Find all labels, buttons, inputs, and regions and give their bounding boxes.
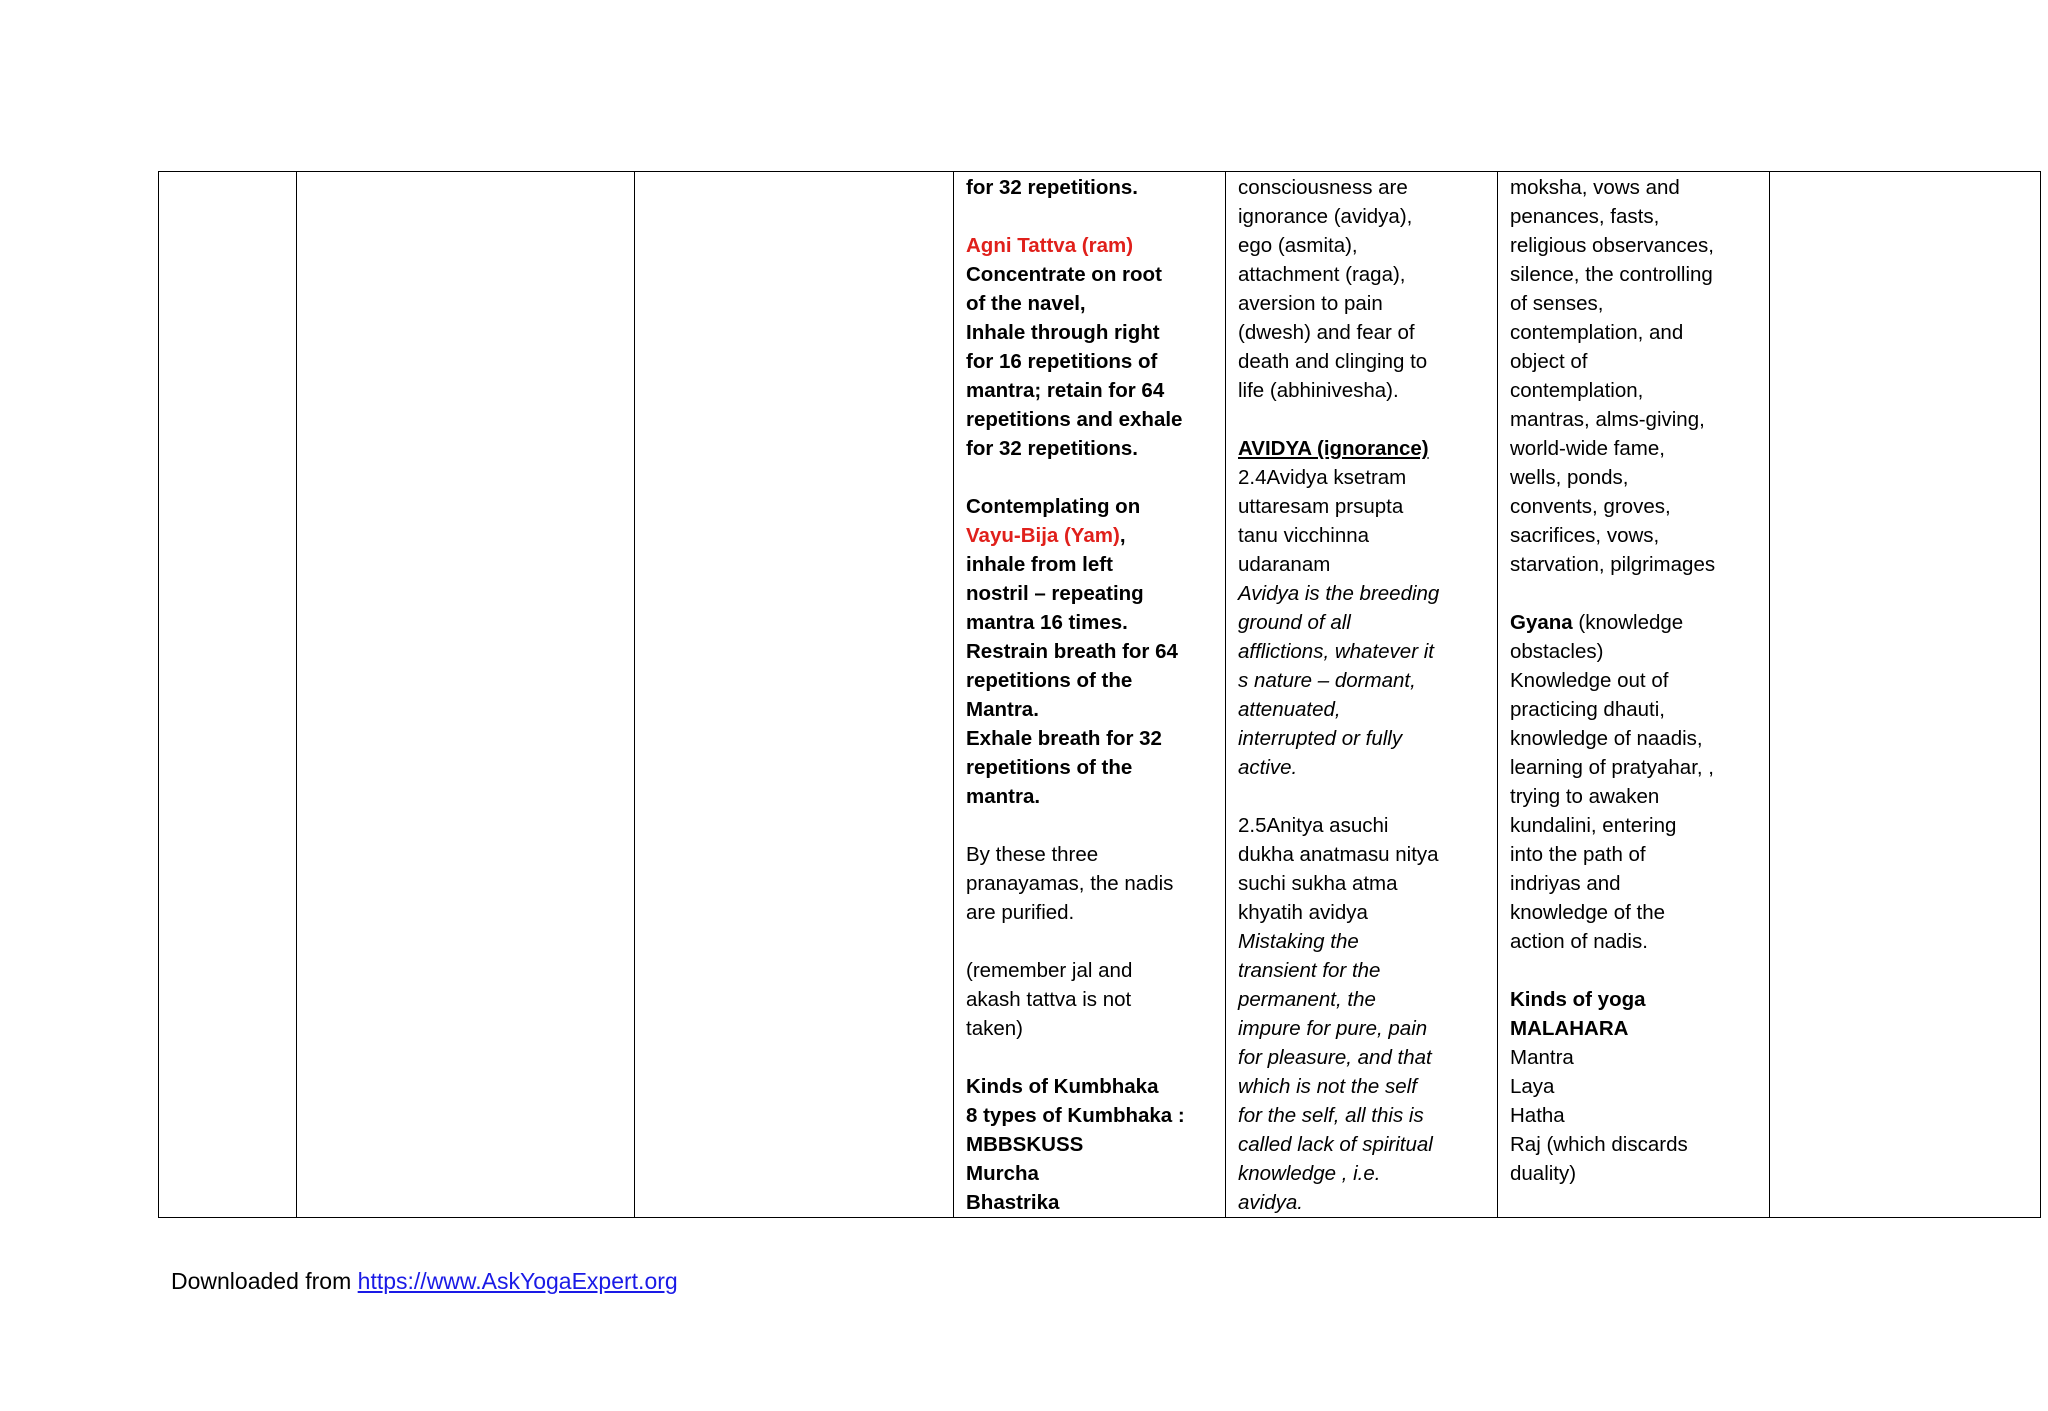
text-line: permanent, the — [1238, 988, 1376, 1011]
text-line: repetitions and exhale — [966, 408, 1183, 431]
text-line: for 32 repetitions. — [966, 176, 1139, 199]
gyana-heading: Gyana — [1510, 611, 1573, 634]
text-line: practicing dhauti, — [1510, 698, 1665, 721]
table-cell-col1 — [159, 172, 297, 1218]
download-footer — [171, 1266, 678, 1296]
text-line: (remember jal and — [966, 959, 1133, 982]
vayu-bija-heading: Vayu-Bija (Yam) — [966, 524, 1120, 547]
text-line: active. — [1238, 756, 1298, 779]
text-line: suchi sukha atma — [1238, 872, 1398, 895]
text-line: which is not the self — [1238, 1075, 1417, 1098]
text-line: convents, groves, — [1510, 495, 1671, 518]
kumbhaka-heading: Kinds of Kumbhaka — [966, 1075, 1159, 1098]
text-line: repetitions of the — [966, 756, 1133, 779]
footer-prefix: Downloaded from — [171, 1268, 358, 1294]
avidya-heading: AVIDYA (ignorance) — [1238, 437, 1429, 460]
text-line: of the navel, — [966, 292, 1086, 315]
text-line: called lack of spiritual — [1238, 1133, 1433, 1156]
text-line: action of nadis. — [1510, 930, 1648, 953]
text-line: contemplation, — [1510, 379, 1644, 402]
agni-tattva-heading: Agni Tattva (ram) — [966, 234, 1134, 257]
text-line: (dwesh) and fear of — [1238, 321, 1415, 344]
text-line: religious observances, — [1510, 234, 1714, 257]
text-line: of senses, — [1510, 292, 1604, 315]
text-line: Hatha — [1510, 1104, 1565, 1127]
text-line: aversion to pain — [1238, 292, 1383, 315]
text-line: Restrain breath for 64 — [966, 640, 1178, 663]
text-line: Avidya is the breeding — [1238, 582, 1440, 605]
text-line: knowledge of the — [1510, 901, 1666, 924]
text-line: dukha anatmasu nitya — [1238, 843, 1439, 866]
text-line: world-wide fame, — [1510, 437, 1665, 460]
text-line: sacrifices, vows, — [1510, 524, 1660, 547]
text-line: life (abhinivesha). — [1238, 379, 1399, 402]
text-line: afflictions, whatever it — [1238, 640, 1434, 663]
text-line: pranayamas, the nadis — [966, 872, 1174, 895]
text-line: silence, the controlling — [1510, 263, 1713, 286]
text-line: Mistaking the — [1238, 930, 1359, 953]
text-line: 8 types of Kumbhaka : — [966, 1104, 1185, 1127]
text-line: avidya. — [1238, 1191, 1303, 1214]
table-cell-col3 — [635, 172, 954, 1218]
text-fragment: (knowledge — [1572, 611, 1684, 634]
text-line: indriyas and — [1510, 872, 1621, 895]
text-line: repetitions of the — [966, 669, 1133, 692]
text-line: By these three — [966, 843, 1099, 866]
text-line: impure for pure, pain — [1238, 1017, 1428, 1040]
text-line: mantras, alms-giving, — [1510, 408, 1705, 431]
text-line: death and clinging to — [1238, 350, 1428, 373]
text-line: taken) — [966, 1017, 1023, 1040]
text-line: Contemplating on — [966, 495, 1141, 518]
text-line — [966, 521, 1213, 550]
text-line: 2.4Avidya ksetram — [1238, 466, 1407, 489]
text-line: inhale from left — [966, 553, 1113, 576]
text-line: for pleasure, and that — [1238, 1046, 1432, 1069]
text-line: penances, fasts, — [1510, 205, 1660, 228]
text-line: knowledge , i.e. — [1238, 1162, 1381, 1185]
text-line: udaranam — [1238, 553, 1331, 576]
text-line: starvation, pilgrimages — [1510, 553, 1716, 576]
text-line: consciousness are — [1238, 176, 1408, 199]
text-line: 2.5Anitya asuchi — [1238, 814, 1389, 837]
text-line: are purified. — [966, 901, 1075, 924]
text-line: kundalini, entering — [1510, 814, 1677, 837]
text-line: attachment (raga), — [1238, 263, 1406, 286]
text-line: mantra. — [966, 785, 1041, 808]
table-cell-kleshas — [1226, 172, 1498, 1218]
text-line: knowledge of naadis, — [1510, 727, 1703, 750]
text-line: s nature – dormant, — [1238, 669, 1416, 692]
table-cell-obstacles — [1498, 172, 1770, 1218]
text-line: MALAHARA — [1510, 1017, 1629, 1040]
table-cell-pranayama — [954, 172, 1226, 1218]
table-row — [159, 172, 2041, 1218]
text-line: obstacles) — [1510, 640, 1604, 663]
text-line: contemplation, and — [1510, 321, 1684, 344]
text-line: learning of pratyahar, , — [1510, 756, 1714, 779]
text-line: Inhale through right — [966, 321, 1160, 344]
text-line: Raj (which discards — [1510, 1133, 1688, 1156]
text-fragment: , — [1119, 524, 1126, 547]
table-cell-col2 — [297, 172, 635, 1218]
content-table — [158, 171, 2041, 1218]
text-line: interrupted or fully — [1238, 727, 1403, 750]
text-line: uttaresam prsupta — [1238, 495, 1404, 518]
text-line: khyatih avidya — [1238, 901, 1368, 924]
text-line: Mantra. — [966, 698, 1039, 721]
table-cell-col7 — [1770, 172, 2041, 1218]
text-line: wells, ponds, — [1510, 466, 1629, 489]
text-line: Laya — [1510, 1075, 1555, 1098]
text-line: Exhale breath for 32 — [966, 727, 1162, 750]
text-line: tanu vicchinna — [1238, 524, 1370, 547]
kinds-of-yoga-heading: Kinds of yoga — [1510, 988, 1646, 1011]
text-line: object of — [1510, 350, 1588, 373]
text-line: duality) — [1510, 1162, 1577, 1185]
text-line: transient for the — [1238, 959, 1381, 982]
text-line: MBBSKUSS — [966, 1133, 1084, 1156]
text-line: moksha, vows and — [1510, 176, 1680, 199]
text-line: for 32 repetitions. — [966, 437, 1139, 460]
text-line: for 16 repetitions of — [966, 350, 1158, 373]
text-line: Murcha — [966, 1162, 1039, 1185]
text-line: Knowledge out of — [1510, 669, 1669, 692]
text-line: for the self, all this is — [1238, 1104, 1424, 1127]
text-line: ground of all — [1238, 611, 1351, 634]
text-line: attenuated, — [1238, 698, 1341, 721]
text-line: mantra; retain for 64 — [966, 379, 1165, 402]
text-line: ignorance (avidya), — [1238, 205, 1413, 228]
text-line: mantra 16 times. — [966, 611, 1128, 634]
text-line: nostril – repeating — [966, 582, 1144, 605]
text-line: into the path of — [1510, 843, 1646, 866]
source-link[interactable]: https://www.AskYogaExpert.org — [357, 1268, 678, 1294]
text-line: ego (asmita), — [1238, 234, 1358, 257]
text-line: Concentrate on root — [966, 263, 1162, 286]
text-line — [1510, 608, 1757, 637]
text-line: akash tattva is not — [966, 988, 1132, 1011]
text-line: trying to awaken — [1510, 785, 1660, 808]
text-line: Bhastrika — [966, 1191, 1060, 1214]
text-line: Mantra — [1510, 1046, 1574, 1069]
